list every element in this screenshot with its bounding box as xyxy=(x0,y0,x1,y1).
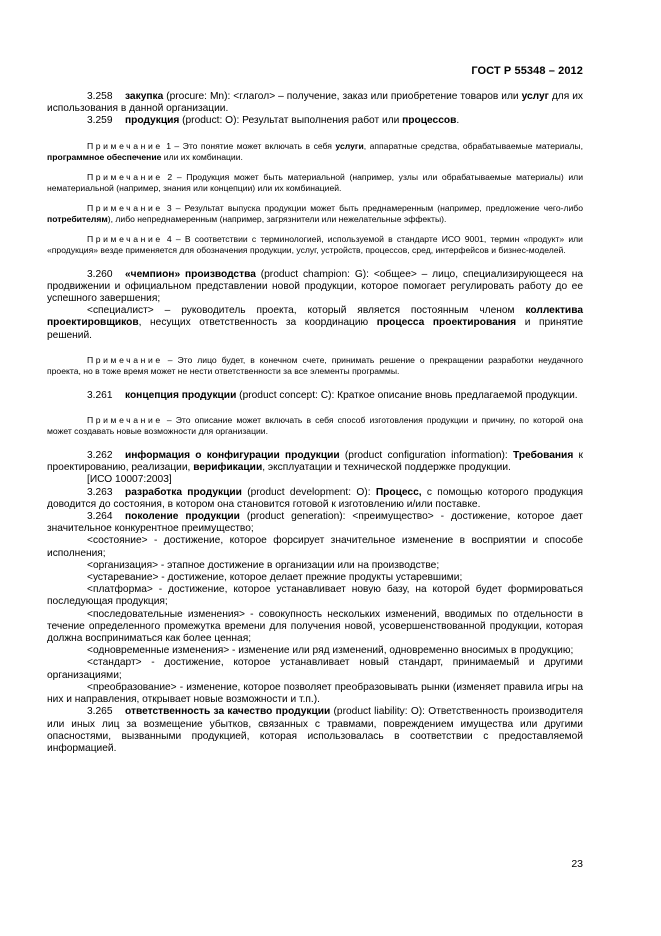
text-span: (product liability: O): Ответственность производителя или иных лиц за возмещение убытков, связанных с травмами, повреждением имущества или другими опасностями, вызванными продукцией, которая использовалась в соответствии с предоставляемой информацией. xyxy=(47,706,583,754)
note-paragraph xyxy=(47,203,583,225)
text-span: <платформа> - достижение, которое устанавливает новую базу, на которой будет формироваться последующая продукция; xyxy=(47,584,583,608)
note-paragraph xyxy=(47,355,583,377)
term-number: 3.262 xyxy=(87,450,113,462)
text-span: (product concept: C): Краткое описание вновь предлагаемой продукции. xyxy=(236,389,578,401)
term-paragraph xyxy=(47,450,583,474)
note-label: Примечание xyxy=(87,354,163,365)
text-span: <устаревание> - достижение, которое делает прежние продукты устаревшими; xyxy=(87,572,463,584)
text-span: <организация> - этапное достижение в организации или на производстве; xyxy=(87,559,440,571)
note-label: Примечание xyxy=(87,171,163,182)
term-paragraph xyxy=(47,269,583,306)
text-span: 2 – Продукция может быть материальной (например, узлы или обрабатываемые материалы) или нематериальной (например, знания или концепции) или их комбинацией. xyxy=(47,171,583,193)
page-number: 23 xyxy=(571,858,583,870)
term-paragraph xyxy=(47,535,583,559)
standard-header: ГОСТ Р 55348 – 2012 xyxy=(471,65,583,77)
bold-term: Требования xyxy=(513,450,574,462)
text-span: . xyxy=(456,115,460,127)
text-span: 4 – В соответствии с терминологией, используемой в стандарте ИСО 9001, термин «продукт» или «продукция» везде применяется для обозначения продукции, услуг, устройств, процессов, сред, интерфейсов и бизнес-моделей. xyxy=(47,233,583,255)
note-paragraph xyxy=(47,415,583,437)
text-span: (product configuration information): xyxy=(339,450,513,462)
text-span: (product champion: G): <общее> – лицо, специализирующееся на продвижении и официальном представлении новой продукции, которое помогает регулировать работу до ее успешного завершения; xyxy=(47,268,583,305)
term-number: 3.258 xyxy=(87,91,113,102)
bold-term: «чемпион» производства xyxy=(125,268,256,280)
bold-term: верификации xyxy=(193,462,263,474)
bold-term: поколение продукции xyxy=(125,511,240,523)
term-paragraph xyxy=(47,511,583,535)
text-span: <одновременные изменения> - изменение или ряд изменений, одновременно вносимых в продукцию; xyxy=(87,645,574,657)
bold-term: ответственность за качество продукции xyxy=(125,706,331,718)
text-span: 1 – Это понятие может включать в себя xyxy=(162,140,336,151)
term-number: 3.259 xyxy=(87,115,113,127)
text-span: или их комбинации. xyxy=(161,151,243,162)
text-span: <стандарт> - достижение, которое устанавливает новый стандарт, принимаемый и другими организациями; xyxy=(47,657,583,681)
term-paragraph xyxy=(47,572,583,584)
text-span: (product development: O): xyxy=(241,486,376,498)
text-span: <состояние> - достижение, которое форсирует значительное изменение в восприятии и способе исполнения; xyxy=(47,535,583,559)
text-span: к проектированию, реализации, xyxy=(47,450,583,474)
note-label: Примечание xyxy=(87,233,163,244)
text-span: , эксплуатации и технической поддержке продукции. xyxy=(262,462,511,474)
bold-term: процессов xyxy=(402,115,457,127)
document-body xyxy=(47,91,583,755)
term-paragraph xyxy=(47,560,583,572)
bold-term: продукция xyxy=(125,115,180,127)
term-paragraph xyxy=(47,115,583,127)
reference-paragraph xyxy=(47,474,583,486)
bold-term: услуги xyxy=(335,140,364,151)
term-paragraph xyxy=(47,657,583,681)
term-number: 3.263 xyxy=(87,486,113,498)
text-span: для их использования в данной организации. xyxy=(47,91,583,115)
text-span: (procure: Mn): <глагол> – получение, заказ или приобретение товаров или xyxy=(163,91,522,102)
term-paragraph xyxy=(47,584,583,608)
bold-term: программное обеспечение xyxy=(47,151,162,162)
term-paragraph xyxy=(47,91,583,115)
term-paragraph xyxy=(47,305,583,342)
text-span: ), либо непреднамеренным (например, загрязнители или нежелательные эффекты). xyxy=(107,213,447,224)
term-paragraph xyxy=(47,645,583,657)
text-span: с помощью которого продукция доводится до состояния, в котором она становится готовой к изготовлению и/или поставке. xyxy=(47,486,583,510)
note-label: Примечание xyxy=(87,202,163,213)
text-span: 3 – Результат выпуска продукции может быть преднамеренным (например, предложение чего-либо xyxy=(162,202,583,213)
note-paragraph xyxy=(47,172,583,194)
term-number: 3.264 xyxy=(87,511,113,523)
bold-term: услуг xyxy=(521,91,549,102)
note-paragraph xyxy=(47,234,583,256)
bold-term: концепция продукции xyxy=(125,389,237,401)
text-span: – Это лицо будет, в конечном счете, принимать решение о прекращении разработки неудачного проекта, но в тоже время может не нести ответственности за все элементы программы. xyxy=(47,354,583,376)
bold-term: потребителям xyxy=(47,213,108,224)
term-number: 3.260 xyxy=(87,268,113,280)
bold-term: закупка xyxy=(125,91,164,102)
term-number: 3.261 xyxy=(87,389,113,401)
text-span: , аппаратные средства, обрабатываемые материалы, xyxy=(363,140,583,151)
term-paragraph xyxy=(47,682,583,706)
text-span: (product generation): <преимущество> - достижение, которое дает значительное конкурентное преимущество; xyxy=(47,511,583,535)
term-paragraph xyxy=(47,706,583,755)
note-label: Примечание xyxy=(87,415,163,426)
text-span: и принятие решений. xyxy=(47,317,584,341)
text-span: [ИСО 10007:2003] xyxy=(87,474,172,486)
bold-term: Процесс, xyxy=(375,486,422,498)
text-span: (product: O): Результат выполнения работ или xyxy=(179,115,403,127)
text-span: – Это описание может включать в себя способ изготовления продукции и причину, по которой она может создавать новые возможности для организации. xyxy=(47,415,583,437)
note-label: Примечание xyxy=(87,140,163,151)
note-paragraph xyxy=(47,141,583,163)
text-span: <преобразование> - изменение, которое позволяет преобразовывать рынки (изменяет правила игры на них и направления, открывает новые возможности и т.п.). xyxy=(47,681,583,706)
bold-term: коллектива проектировщиков xyxy=(47,305,583,329)
term-number: 3.265 xyxy=(87,706,113,718)
text-span: , несущих ответственность за координацию xyxy=(138,317,377,329)
bold-term: информация о конфигурации продукции xyxy=(125,450,340,462)
bold-term: процесса проектирования xyxy=(376,317,517,329)
text-span: <специалист> – руководитель проекта, который является постоянным членом xyxy=(87,305,526,317)
term-paragraph xyxy=(47,390,583,402)
bold-term: разработка продукции xyxy=(125,486,242,498)
term-paragraph xyxy=(47,487,583,511)
text-span: <последовательные изменения> - совокупность нескольких изменений, вводимых по отдельности в течение определенного промежутка времени для получения новой, усовершенствованной продукции, которая должна восприниматься как более ценная; xyxy=(47,608,583,645)
term-paragraph xyxy=(47,609,583,646)
